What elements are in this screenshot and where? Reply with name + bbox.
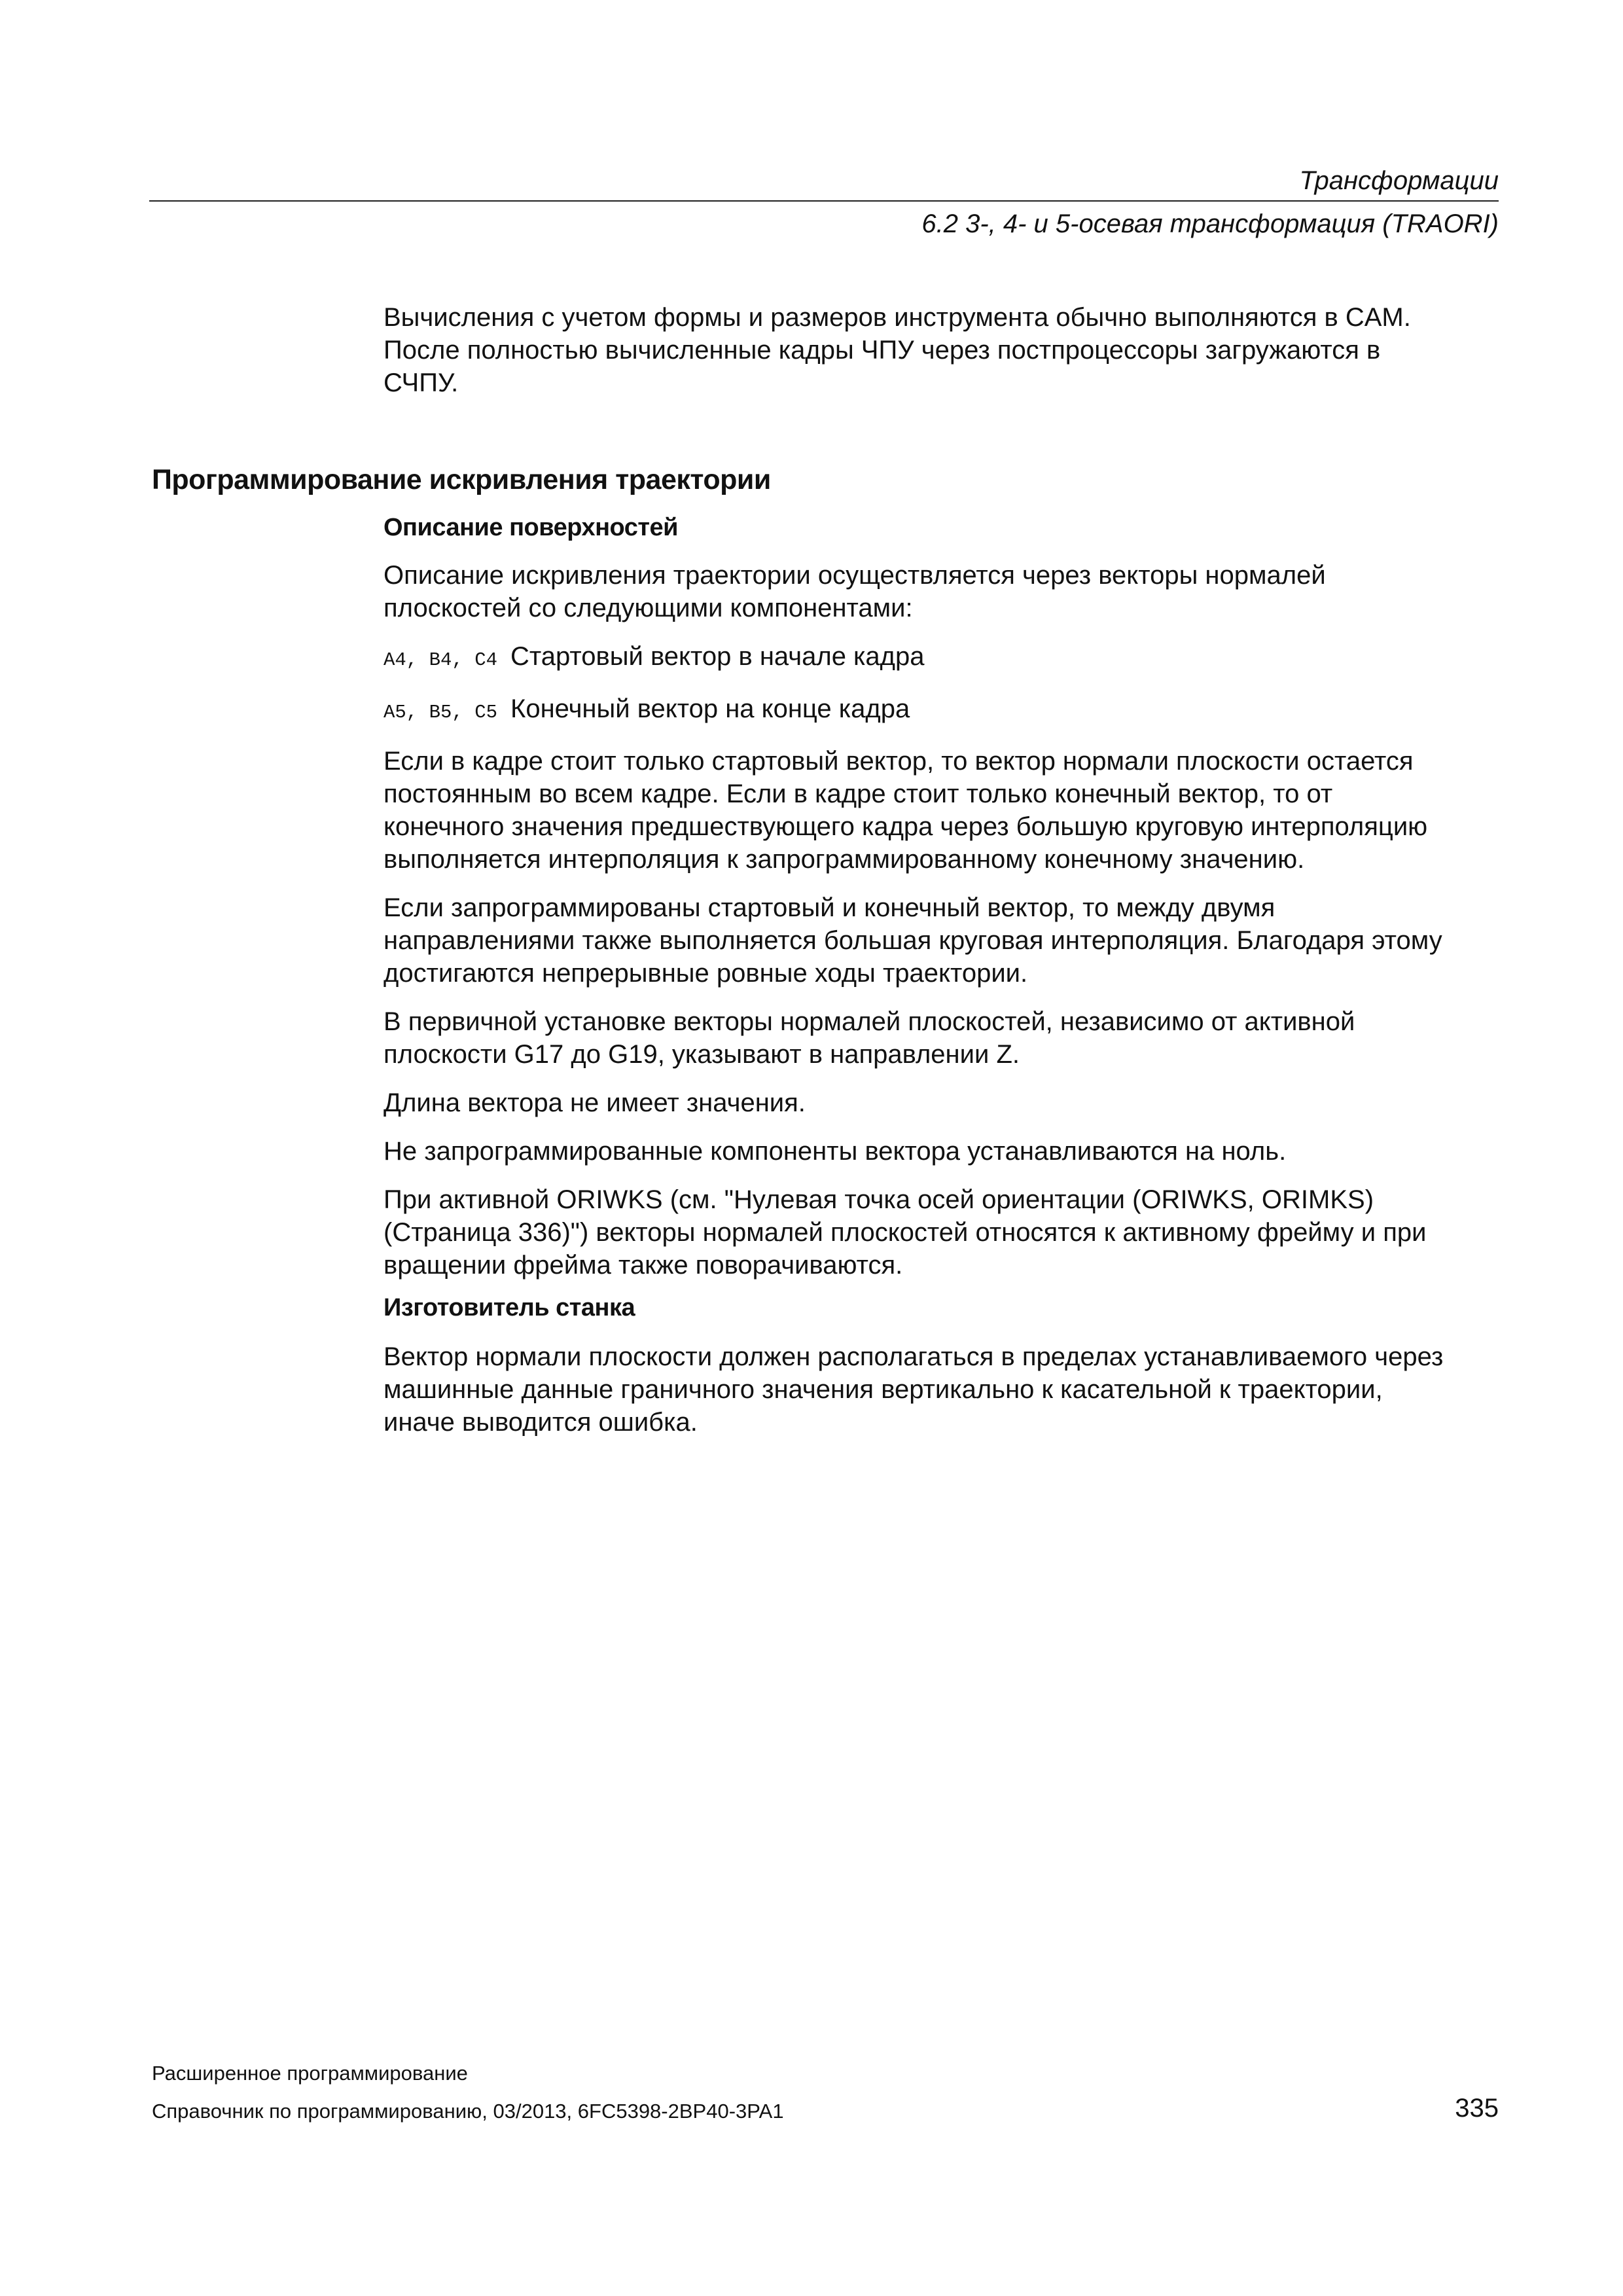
page-number: 335 — [1455, 2094, 1499, 2123]
text-line: Вычисления с учетом формы и размеров инструмента обычно выполняются в CAM. — [383, 303, 1411, 332]
footer-book-title: Расширенное программирование — [152, 2062, 468, 2085]
paragraph — [383, 1005, 1499, 1071]
machine-manufacturer-section — [383, 1291, 1499, 1439]
paragraph — [383, 559, 1499, 624]
definition-text: Конечный вектор на конце кадра — [510, 694, 910, 723]
text-line: Если в кадре стоит только стартовый вектор, то вектор нормали плоскости остается — [383, 747, 1414, 776]
text-line: плоскости G17 до G19, указывают в направлении Z. — [383, 1040, 1020, 1069]
page-header — [149, 164, 1499, 241]
text-line: машинные данные граничного значения вертикально к касательной к траектории, — [383, 1375, 1383, 1404]
text-line: вращении фрейма также поворачиваются. — [383, 1251, 903, 1280]
definition-code: A5, B5, C5 — [383, 702, 498, 723]
header-section-title: 6.2 3-, 4- и 5-осевая трансформация (TRAORI) — [921, 209, 1499, 238]
text-line: (Страница 336)") векторы нормалей плоскостей относятся к активному фрейму и при — [383, 1218, 1427, 1247]
paragraph — [383, 745, 1499, 876]
definition-text: Стартовый вектор в начале кадра — [510, 642, 925, 671]
subsection-heading: Изготовитель станка — [383, 1294, 635, 1321]
definition-code: A4, B4, C4 — [383, 649, 498, 671]
text-line: Не запрограммированные компоненты вектора устанавливаются на ноль. — [383, 1137, 1287, 1166]
paragraph — [383, 1086, 1499, 1119]
text-line: направлениями также выполняется большая круговая интерполяция. Благодаря этому — [383, 926, 1442, 955]
text-line: иначе выводится ошибка. — [383, 1408, 698, 1437]
header-chapter-title: Трансформации — [149, 164, 1499, 202]
text-line: После полностью вычисленные кадры ЧПУ через постпроцессоры загружаются в — [383, 336, 1381, 365]
text-line: плоскостей со следующими компонентами: — [383, 594, 913, 622]
definition-row — [383, 692, 1499, 729]
text-line: При активной ORIWKS (см. "Нулевая точка осей ориентации (ORIWKS, ORIMKS) — [383, 1185, 1374, 1214]
text-line: конечного значения предшествующего кадра через большую круговую интерполяцию — [383, 812, 1428, 841]
paragraph — [383, 1340, 1499, 1439]
surface-description-section — [383, 511, 1499, 1297]
text-line: постоянным во всем кадре. Если в кадре стоит только конечный вектор, то от — [383, 780, 1333, 808]
text-line: выполняется интерполяция к запрограммированному конечному значению. — [383, 845, 1305, 874]
footer-manual-info: Справочник по программированию, 03/2013, 6FC5398-2BP40-3PA1 — [152, 2100, 784, 2123]
definition-row — [383, 640, 1499, 677]
text-line: В первичной установке векторы нормалей плоскостей, независимо от активной — [383, 1007, 1355, 1036]
text-line: Если запрограммированы стартовый и конечный вектор, то между двумя — [383, 893, 1275, 922]
section-heading: Программирование искривления траектории — [152, 464, 771, 495]
intro-paragraph — [383, 301, 1499, 399]
paragraph — [383, 1183, 1499, 1282]
text-line: достигаются непрерывные ровные ходы траектории. — [383, 959, 1028, 988]
paragraph — [383, 891, 1499, 990]
text-line: Вектор нормали плоскости должен располагаться в пределах устанавливаемого через — [383, 1342, 1444, 1371]
text-line: Длина вектора не имеет значения. — [383, 1088, 806, 1117]
text-line: Описание искривления траектории осуществляется через векторы нормалей — [383, 561, 1326, 590]
subsection-heading: Описание поверхностей — [383, 514, 679, 541]
paragraph — [383, 1135, 1499, 1168]
text-line: СЧПУ. — [383, 368, 459, 397]
